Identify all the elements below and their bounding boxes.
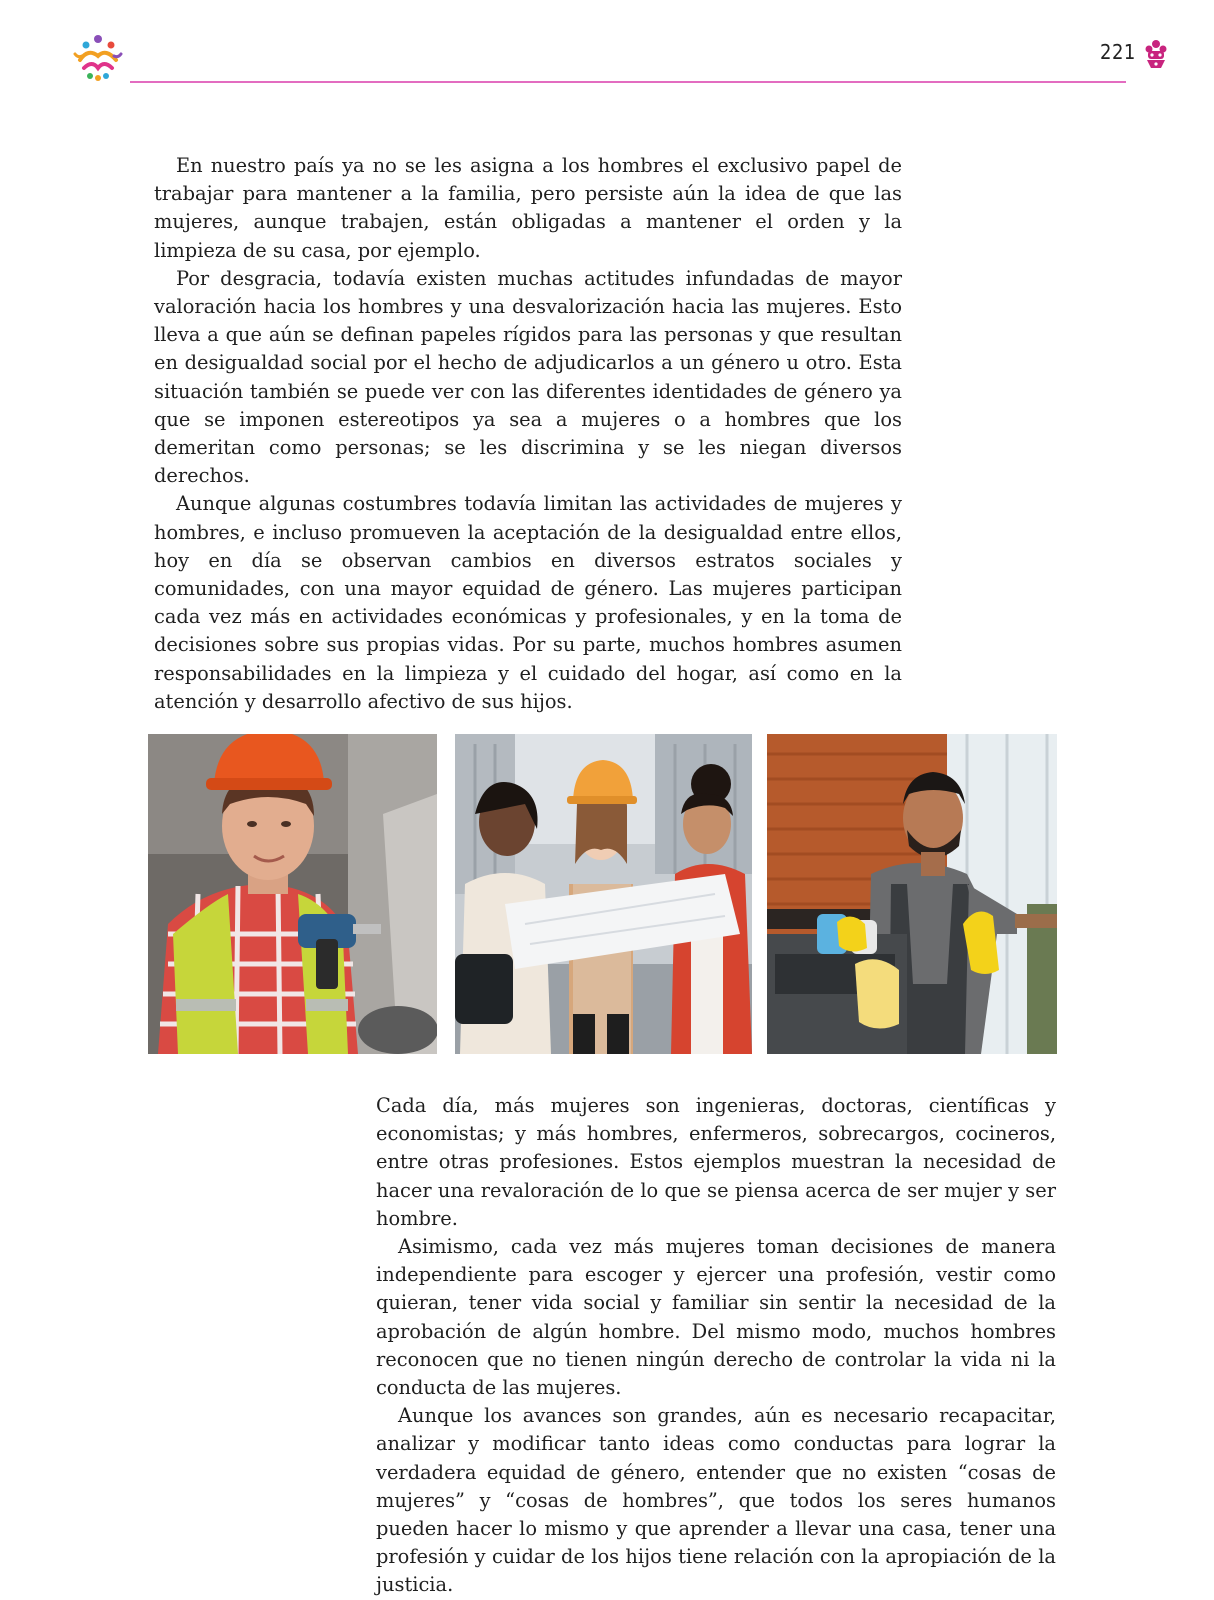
magenta-decorative-emblem-icon — [1142, 38, 1170, 70]
paragraph: En nuestro país ya no se les asigna a los hombres el exclusivo papel de trabajar para mantener a la familia, pero persiste aún la idea de que las mujeres, aunque trabajen, están obligadas a mantener el orden y la limpieza de su casa, por ejemplo. — [154, 154, 902, 262]
paragraph: Cada día, más mujeres son ingenieras, doctoras, científicas y economistas; y más hombres, enfermeros, sobrecargos, cocineros, entre otras profesiones. Estos ejemplos muestran la necesidad de hacer una revaloración de lo que se piensa acerca de ser mujer y ser hombre. — [376, 1094, 1056, 1230]
photo-woman-construction-worker — [148, 734, 437, 1054]
page-number: 221 — [1100, 40, 1136, 64]
paragraph: Aunque algunas costumbres todavía limitan las actividades de mujeres y hombres, e incluso promueven la aceptación de la desigualdad entre ellos, hoy en día se observan cambios en diversos estratos sociales y comunidades, con una mayor equidad de género. Las mujeres participan cada vez más en actividades económicas y profesionales, y en la toma de decisiones sobre sus propias vidas. Por su parte, muchos hombres asumen responsabilidades en la limpieza y el cuidado del hogar, así como en la atención y desarrollo afectivo de sus hijos. — [154, 492, 902, 713]
paragraph: Asimismo, cada vez más mujeres toman decisiones de manera independiente para escoger y ejercer una profesión, vestir como quieran, tener vida social y familiar sin sentir la necesidad de la aprobación de algún hombre. Del mismo modo, muchos hombres reconocen que no tienen ningún derecho de controlar la vida ni la conducta de las mujeres. — [376, 1235, 1056, 1400]
body-text-top — [154, 152, 902, 716]
paragraph: Por desgracia, todavía existen muchas actitudes infundadas de mayor valoración hacia los hombres y una desvalorización hacia las mujeres. Esto lleva a que aún se definan papeles rígidos para las personas y que resultan en desigualdad social por el hecho de adjudicarlos a un género u otro. Esta situación también se puede ver con las diferentes identidades de género ya que se imponen estereotipos ya sea a mujeres o a hombres que los demeritan como personas; se les discrimina y se les niegan diversos derechos. — [154, 266, 902, 488]
photo-man-cleaning-worker — [767, 734, 1057, 1054]
photo-women-reviewing-blueprints — [455, 734, 752, 1054]
colorful-dancing-figures-logo-icon — [70, 30, 126, 86]
header-rule — [130, 81, 1126, 83]
paragraph: Aunque los avances son grandes, aún es necesario recapacitar, analizar y modificar tanto ideas como conductas para lograr la verdadera equidad de género, entender que no existen “cosas de mujeres” y “cosas de hombres”, que todos los seres humanos pueden hacer lo mismo y que aprender a llevar una casa, tener una profesión y cuidar de los hijos tiene relación con la apropiación de la justicia. — [376, 1404, 1056, 1597]
body-text-bottom — [376, 1092, 1056, 1600]
